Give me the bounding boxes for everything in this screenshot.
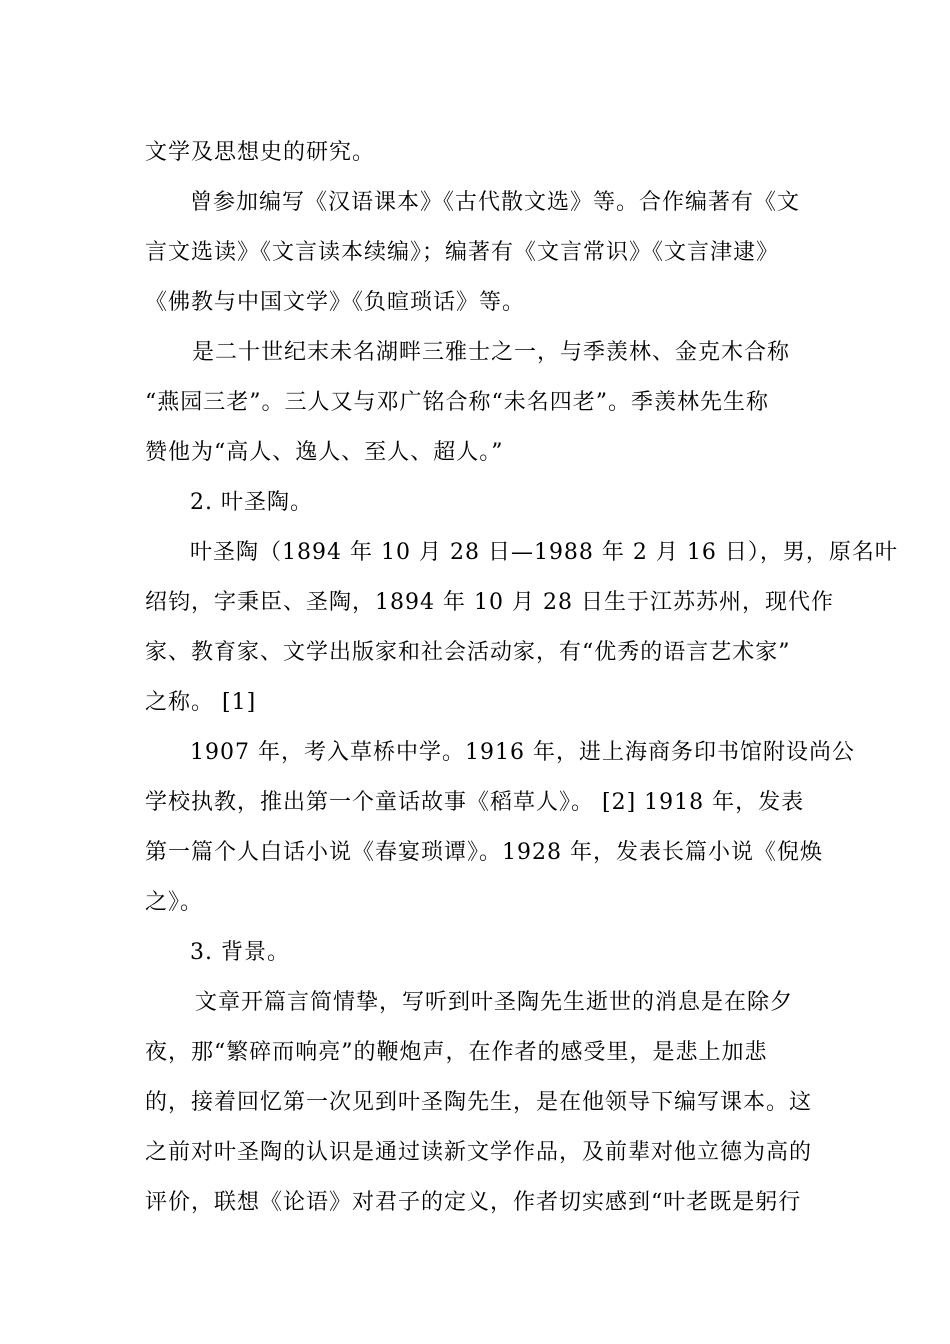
text-line: 家、教育家、文学出版家和社会活动家，有“优秀的语言艺术家” xyxy=(145,640,791,665)
text-line: 第一篇个人白话小说《春宴琐谭》。1928 年，发表长篇小说《倪焕 xyxy=(145,840,823,865)
text-line: 赞他为“高人、逸人、至人、超人。” xyxy=(145,440,504,465)
text-line: 是二十世纪末未名湖畔三雅士之一，与季羡林、金克木合称 xyxy=(192,340,791,365)
text-line: 的，接着回忆第一次见到叶圣陶先生，是在他领导下编写课本。这 xyxy=(145,1090,813,1115)
text-line: 绍钧，字秉臣、圣陶，1894 年 10 月 28 日生于江苏苏州，现代作 xyxy=(145,590,834,615)
text-line: 之》。 xyxy=(145,890,204,915)
text-line: 言文选读》《文言读本续编》；编著有《文言常识》《文言津逮》 xyxy=(145,240,780,265)
text-line: 文学及思想史的研究。 xyxy=(145,140,376,165)
text-line: 《佛教与中国文学》《负暄琐话》等。 xyxy=(145,290,526,315)
text-line: 文章开篇言简情挚，写听到叶圣陶先生逝世的消息是在除夕 xyxy=(195,990,794,1015)
section-heading: 2. 叶圣陶。 xyxy=(190,490,313,515)
text-line: 学校执教，推出第一个童话故事《稻草人》。 [2] 1918 年，发表 xyxy=(145,790,805,815)
text-line: 评价，联想《论语》对君子的定义，作者切实感到“叶老既是躬行 xyxy=(145,1190,802,1215)
text-line: 之前对叶圣陶的认识是通过读新文学作品，及前辈对他立德为高的 xyxy=(145,1140,813,1165)
text-line: 叶圣陶（1894 年 10 月 28 日—1988 年 2 月 16 日），男，原名叶 xyxy=(190,540,898,565)
text-line: 曾参加编写《汉语课本》《古代散文选》等。合作编著有《文 xyxy=(190,190,801,215)
text-line: “燕园三老”。三人又与邓广铭合称“未名四老”。季羡林先生称 xyxy=(145,390,769,415)
section-heading: 3. 背景。 xyxy=(190,940,290,965)
text-line: 1907 年，考入草桥中学。1916 年，进上海商务印书馆附设尚公 xyxy=(190,740,855,765)
text-line: 夜，那“繁碎而响亮”的鞭炮声，在作者的感受里，是悲上加悲 xyxy=(145,1040,768,1065)
text-line: 之称。 [1] xyxy=(145,690,257,715)
